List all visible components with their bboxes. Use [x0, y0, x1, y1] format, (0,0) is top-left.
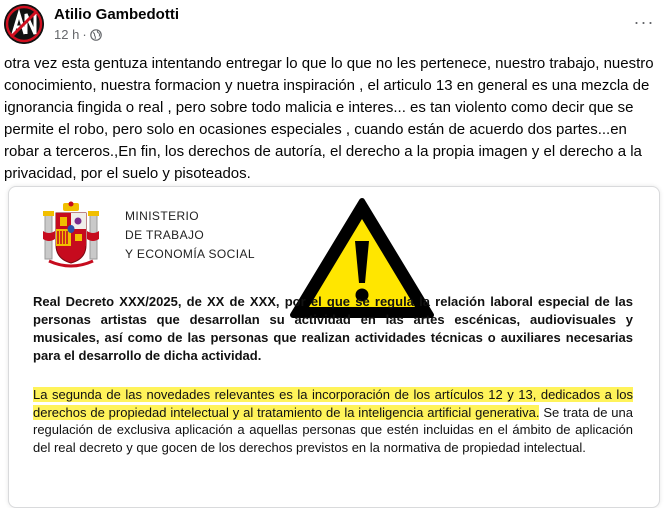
highlighted-text: La segunda de las novedades relevantes es la incorporación de los artículos 12 y 13, dedicados a los derechos de propiedad intelectual y al tratamiento de la inteligencia artificial generativa.	[33, 387, 633, 420]
paragraph-text: Se trata de una regulación de exclusiva aplicación a aquellas personas que estén incluidas en el ámbito de aplicación del real decreto y que gocen de los derechos previstos en la normativa de propiedad intelectual.	[33, 404, 633, 455]
ministry-line-2: DE TRABAJO	[125, 228, 205, 242]
author-avatar[interactable]	[4, 4, 44, 44]
author-name[interactable]: Atilio Gambedotti	[54, 6, 179, 23]
ministry-name	[125, 207, 255, 264]
meta-separator: ·	[82, 27, 87, 42]
post-timestamp[interactable]: 12 h	[54, 27, 80, 42]
decree-title: Real Decreto XXX/2025, de XX de XXX, por el que se regula la relación laboral especial de las personas artistas que desarrollan su actividad en las artes escénicas, audiovisuales y musicales, así como de las personas que realizan actividades técnicas o auxiliares necesarias para el desarrollo de dicha actividad.	[33, 294, 633, 363]
ministry-line-1: MINISTERIO	[125, 209, 200, 223]
more-options-button[interactable]	[626, 10, 662, 34]
coat-of-arms-icon	[41, 201, 101, 273]
post-image[interactable]	[8, 186, 660, 508]
avatar-logo-icon	[4, 4, 44, 44]
post-header	[0, 0, 667, 52]
post-meta	[54, 27, 102, 42]
post-text: otra vez esta gentuza intentando entregar lo que lo que no les pertenece, nuestro trabajo, nuestro conocimiento, nuestra formacion y nuetra inspiración , el articulo 13 en general es una mezcla de ignorancia fingida o real , pero sobre todo malicia e interes... es tan violento como decir que se permite el robo, pero solo en ocasiones especiales , cuando están de acuerdo dos partes...en robar a terceros.,En fin, los derechos de autoría, el derecho a la propia imagen y el derecho a la privacidad, por el suelo y pisoteados.	[4, 55, 654, 182]
ministry-line-3: Y ECONOMÍA SOCIAL	[125, 247, 255, 261]
more-options-icon: ···	[633, 11, 655, 32]
decree-paragraph	[33, 386, 633, 456]
globe-icon[interactable]	[90, 29, 102, 41]
